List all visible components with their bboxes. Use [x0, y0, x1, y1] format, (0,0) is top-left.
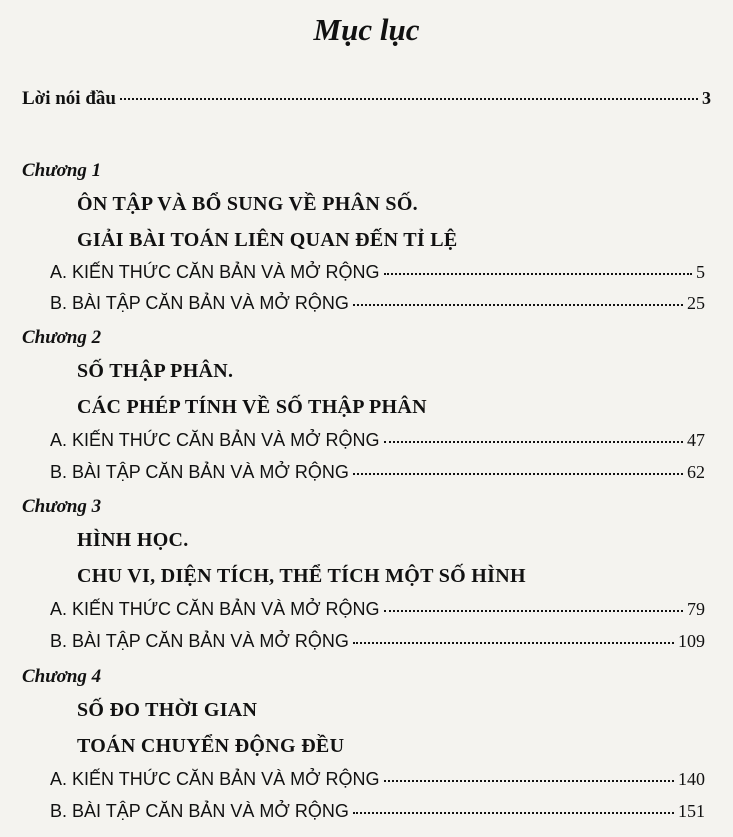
toc-entry	[50, 430, 705, 451]
toc-entry-label: B. BÀI TẬP CĂN BẢN VÀ MỞ RỘNG	[50, 801, 349, 821]
dot-leader	[353, 472, 683, 475]
chapter-label: Chương 4	[22, 666, 102, 687]
chapter-heading: CÁC PHÉP TÍNH VỀ SỐ THẬP PHÂN	[77, 396, 427, 418]
toc-page-number: 140	[678, 769, 705, 789]
toc-page-number: 62	[687, 462, 705, 482]
toc-page-number: 109	[678, 631, 705, 651]
toc-entry-label: A. KIẾN THỨC CĂN BẢN VÀ MỞ RỘNG	[50, 430, 380, 450]
toc-page-number: 47	[687, 430, 705, 450]
chapter-heading: HÌNH HỌC.	[77, 529, 189, 551]
chapter-label: Chương 1	[22, 160, 102, 181]
chapter-heading: SỐ ĐO THỜI GIAN	[77, 699, 258, 721]
page-title: Mục lục	[313, 12, 420, 47]
toc-entry-intro	[22, 88, 711, 110]
dot-leader	[120, 97, 698, 100]
toc-entry	[50, 599, 705, 620]
chapter-label: Chương 2	[22, 327, 102, 348]
toc-page-number: 3	[702, 88, 711, 108]
dot-leader	[353, 303, 683, 306]
chapter-heading: ÔN TẬP VÀ BỔ SUNG VỀ PHÂN SỐ.	[77, 193, 418, 215]
dot-leader	[353, 811, 674, 814]
toc-page-number: 79	[687, 599, 705, 619]
toc-entry-label: A. KIẾN THỨC CĂN BẢN VÀ MỞ RỘNG	[50, 599, 380, 619]
dot-leader	[353, 641, 674, 644]
toc-entry	[50, 262, 705, 283]
toc-page-number: 151	[678, 801, 705, 821]
chapter-heading: TOÁN CHUYỂN ĐỘNG ĐỀU	[77, 735, 345, 757]
toc-page-number: 5	[696, 262, 705, 282]
chapter-label: Chương 3	[22, 496, 102, 517]
dot-leader	[384, 440, 683, 443]
toc-page-number: 25	[687, 293, 705, 313]
chapter-heading: GIẢI BÀI TOÁN LIÊN QUAN ĐẾN TỈ LỆ	[77, 229, 458, 251]
chapter-heading: SỐ THẬP PHÂN.	[77, 360, 234, 382]
toc-entry-label: B. BÀI TẬP CĂN BẢN VÀ MỞ RỘNG	[50, 631, 349, 651]
dot-leader	[384, 779, 674, 782]
toc-entry	[50, 769, 705, 790]
toc-entry-label: B. BÀI TẬP CĂN BẢN VÀ MỞ RỘNG	[50, 462, 349, 482]
dot-leader	[384, 272, 692, 275]
chapter-heading: CHU VI, DIỆN TÍCH, THỂ TÍCH MỘT SỐ HÌNH	[77, 565, 526, 587]
toc-entry	[50, 462, 705, 483]
toc-entry	[50, 631, 705, 652]
dot-leader	[384, 609, 683, 612]
toc-entry-label: B. BÀI TẬP CĂN BẢN VÀ MỞ RỘNG	[50, 293, 349, 313]
toc-entry	[50, 801, 705, 822]
toc-entry-label: A. KIẾN THỨC CĂN BẢN VÀ MỞ RỘNG	[50, 262, 380, 282]
toc-entry-label: A. KIẾN THỨC CĂN BẢN VÀ MỞ RỘNG	[50, 769, 380, 789]
toc-entry	[50, 293, 705, 314]
toc-entry-label: Lời nói đầu	[22, 88, 116, 109]
